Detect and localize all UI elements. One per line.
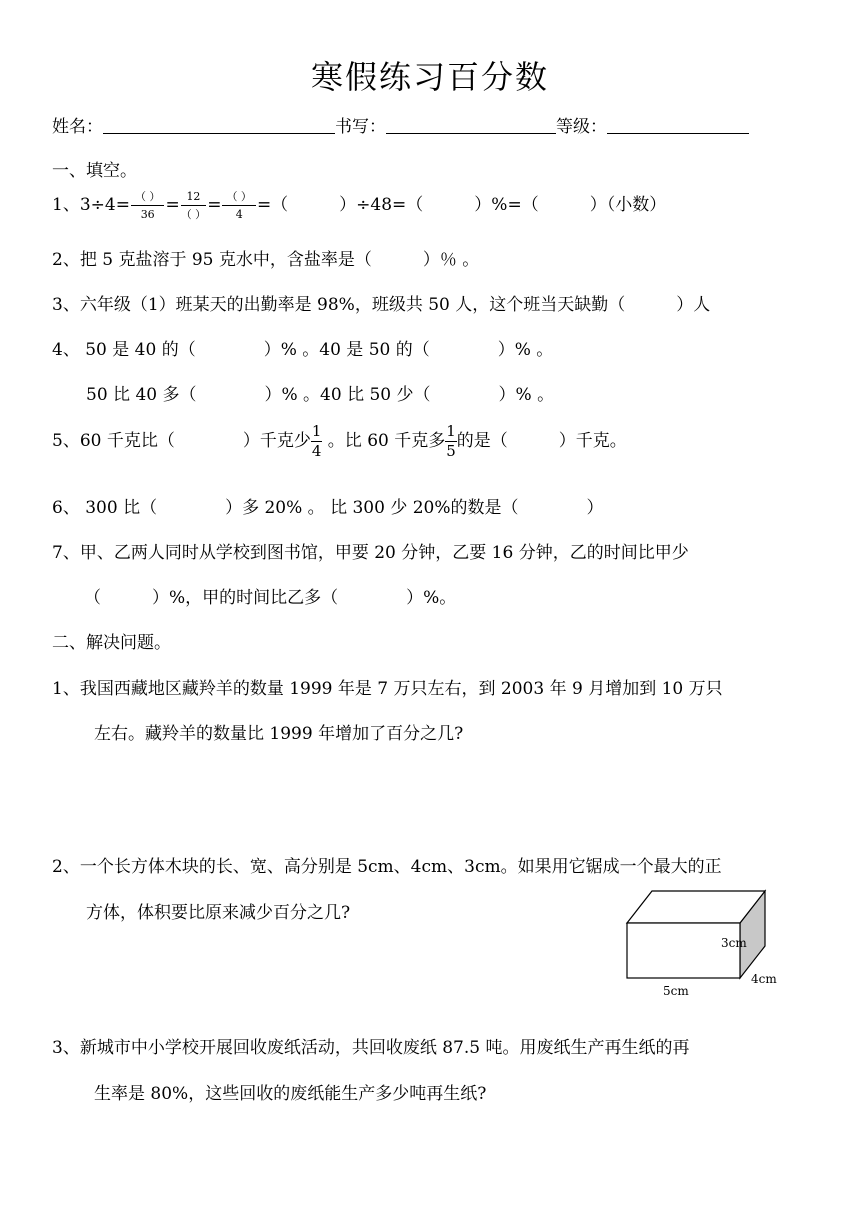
cuboid-diagram bbox=[620, 884, 790, 1004]
question-6: 6、 300 比（ ）多 20% 。 比 300 少 20%的数是（ ） bbox=[52, 498, 604, 518]
problem-2-line1: 2、一个长方体木块的长、宽、高分别是 5cm、4cm、3cm。如果用它锯成一个最大的正 bbox=[52, 857, 722, 877]
fraction-3: $\frac{( )}{4}$ bbox=[222, 191, 256, 220]
header-fields bbox=[52, 112, 749, 137]
writing-label: 书写： bbox=[335, 117, 386, 137]
grade-label: 等级： bbox=[556, 117, 607, 137]
question-7-line1: 7、甲、乙两人同时从学校到图书馆，甲要 20 分钟，乙要 16 分钟，乙的时间比甲少 bbox=[52, 543, 689, 563]
cuboid-height-label: 3cm bbox=[721, 936, 747, 950]
name-label: 姓名： bbox=[52, 117, 103, 137]
question-1: 1、3÷4= $\frac{( )}{36}$ = $\frac{12}{( )}$ = $\frac{( )}{4}$ =（ ）÷48=（ ）%=（ ）（小数） bbox=[52, 190, 667, 221]
cuboid-front-face bbox=[627, 923, 740, 978]
section1-heading: 一、填空。 bbox=[52, 161, 137, 181]
question-4-line1: 4、 50 是 40 的（ ）% 。40 是 50 的（ ）% 。 bbox=[52, 340, 554, 360]
q1-suffix: =（ ）÷48=（ ）%=（ ）（小数） bbox=[256, 195, 667, 215]
section2-heading: 二、解决问题。 bbox=[52, 633, 171, 653]
question-3: 3、六年级（1）班某天的出勤率是 98%，班级共 50 人，这个班当天缺勤（ ）人 bbox=[52, 295, 711, 315]
question-7-line2: （ ）%，甲的时间比乙多（ ）%。 bbox=[84, 588, 457, 608]
fraction-1: $\frac{( )}{36}$ bbox=[131, 191, 165, 220]
cuboid-width-label: 4cm bbox=[751, 972, 777, 986]
problem-1-line1: 1、我国西藏地区藏羚羊的数量 1999 年是 7 万只左右，到 2003 年 9 月增加到 10 万只 bbox=[52, 679, 723, 699]
problem-3-line2: 生率是 80%，这些回收的废纸能生产多少吨再生纸? bbox=[94, 1084, 487, 1104]
fraction-one-fifth: $\frac{1}{5}$ bbox=[446, 422, 456, 460]
fraction-2: $\frac{12}{( )}$ bbox=[180, 190, 207, 221]
name-field[interactable] bbox=[103, 115, 335, 134]
problem-1-line2: 左右。藏羚羊的数量比 1999 年增加了百分之几? bbox=[94, 724, 464, 744]
question-2: 2、把 5 克盐溶于 95 克水中，含盐率是（ ）％ 。 bbox=[52, 250, 480, 270]
page-title: 寒假练习百分数 bbox=[310, 58, 549, 96]
cuboid-length-label: 5cm bbox=[663, 984, 689, 998]
problem-2-line2: 方体，体积要比原来减少百分之几? bbox=[86, 903, 351, 923]
cuboid-top-face bbox=[627, 891, 765, 923]
fraction-one-quarter: $\frac{1}{4}$ bbox=[311, 422, 322, 460]
grade-field[interactable] bbox=[607, 115, 749, 134]
question-4-line2: 50 比 40 多（ ）% 。40 比 50 少（ ）% 。 bbox=[86, 385, 555, 405]
writing-field[interactable] bbox=[386, 115, 556, 134]
q1-prefix: 1、3÷4= bbox=[52, 195, 130, 215]
problem-3-line1: 3、新城市中小学校开展回收废纸活动，共回收废纸 87.5 吨。用废纸生产再生纸的再 bbox=[52, 1038, 690, 1058]
question-5: 5、60 千克比（ ）千克少 $\frac{1}{4}$ 。比 60 千克多 $\frac{1}{5}$ 的是（ ）千克。 bbox=[52, 422, 627, 460]
